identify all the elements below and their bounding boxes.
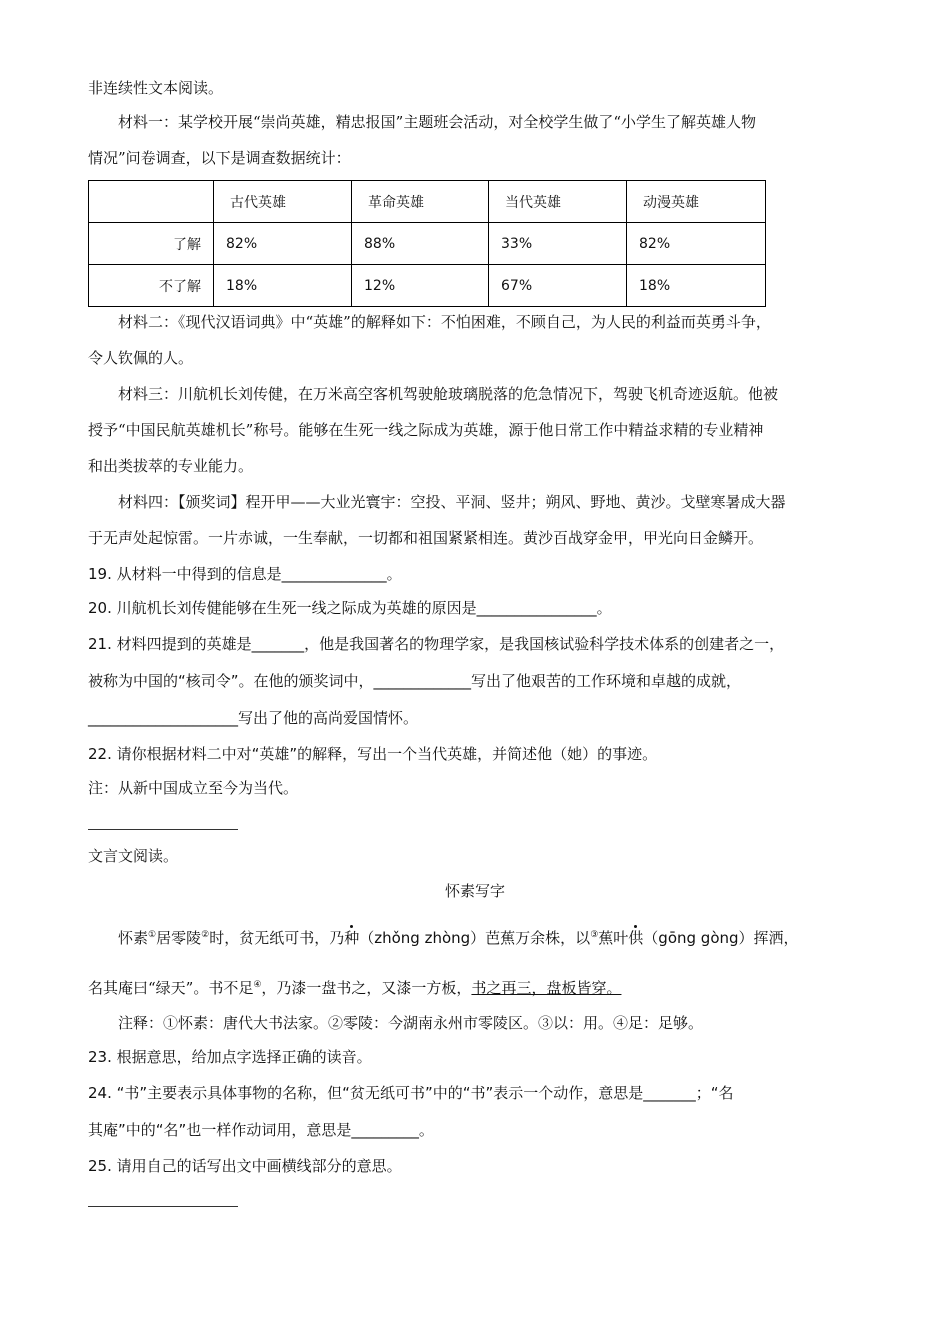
annotation: 注释：①怀素：唐代大书法家。②零陵：今湖南永州市零陵区。③以：用。④足：足够。 (118, 1014, 704, 1032)
question-21-line2: 被称为中国的“核司令”。在他的颁奖词中，_____________写出了他艰苦的工作环境和卓越的成就， (88, 672, 742, 690)
table-header-cell (89, 181, 214, 223)
dotted-character: 供 (628, 929, 644, 947)
underlined-sentence: 书之再三，盘板皆穿。 (471, 979, 622, 997)
passage-paragraph-1 (118, 928, 799, 948)
table-cell: 18% (627, 265, 766, 307)
question-25: 25. 请用自己的话写出文中画横线部分的意思。 (88, 1157, 402, 1175)
section-heading-classical: 文言文阅读。 (88, 847, 179, 865)
question-21-line3: ____________________写出了他的高尚爱国情怀。 (88, 709, 419, 727)
material3-line3: 和出类拔萃的专业能力。 (88, 457, 254, 475)
material1-line1: 材料一：某学校开展“崇尚英雄，精忠报国”主题班会活动，对全校学生做了“小学生了解英雄人物 (118, 113, 757, 131)
material4-line1: 材料四：【颁奖词】程开甲——大业光寰宇：空投、平洞、竖井；朔风、野地、黄沙。戈壁寒暑成大器 (118, 493, 786, 511)
table-cell: 82% (627, 223, 766, 265)
passage-text: 挥洒， (753, 929, 799, 947)
footnote-marker: ③ (590, 930, 599, 940)
table-header-cell: 当代英雄 (489, 181, 627, 223)
survey-table (88, 180, 766, 307)
table-header-cell: 革命英雄 (352, 181, 489, 223)
footnote-marker: ① (148, 930, 157, 940)
table-header-cell: 古代英雄 (214, 181, 352, 223)
footnote-marker: ② (201, 930, 210, 940)
material3-line1: 材料三：川航机长刘传健，在万米高空客机驾驶舱玻璃脱落的危急情况下，驾驶飞机奇迹返航。他被 (118, 385, 779, 403)
table-cell: 82% (214, 223, 352, 265)
table-row (89, 265, 766, 307)
question-24-line1: 24. “书”主要表示具体事物的名称，但“贫无纸可书”中的“书”表示一个动作，意思是_______；“名 (88, 1084, 734, 1102)
table-cell: 12% (352, 265, 489, 307)
material2-line1: 材料二：《现代汉语词典》中“英雄”的解释如下：不怕困难，不顾自己，为人民的利益而英勇斗争， (118, 313, 771, 331)
question-22-note: 注：从新中国成立至今为当代。 (88, 779, 299, 797)
table-cell: 67% (489, 265, 627, 307)
question-21-line1: 21. 材料四提到的英雄是_______，他是我国著名的物理学家，是我国核试验科学技术体系的创建者之一， (88, 635, 785, 653)
question-19: 19. 从材料一中得到的信息是______________。 (88, 565, 402, 583)
row-label: 了解 (89, 223, 214, 265)
table-cell: 33% (489, 223, 627, 265)
dotted-character: 种 (344, 929, 360, 947)
passage-text: ，乃漆一盘书之，又漆一方板， (261, 979, 472, 997)
question-20: 20. 川航机长刘传健能够在生死一线之际成为英雄的原因是________________。 (88, 599, 612, 617)
table-row (89, 223, 766, 265)
table-cell: 88% (352, 223, 489, 265)
passage-title: 怀素写字 (444, 882, 505, 900)
row-label: 不了解 (89, 265, 214, 307)
section-divider (88, 1206, 238, 1207)
section-divider (88, 829, 238, 830)
question-23: 23. 根据意思，给加点字选择正确的读音。 (88, 1048, 372, 1066)
passage-paragraph-2 (88, 978, 621, 998)
section-heading-nonlinear: 非连续性文本阅读。 (88, 79, 224, 97)
passage-text: 居零陵 (156, 929, 202, 947)
table-header-row (89, 181, 766, 223)
passage-text: 蕉叶 (598, 929, 629, 947)
question-24-line2: 其庵”中的“名”也一样作动词用，意思是_________。 (88, 1121, 434, 1139)
passage-text: 芭蕉万余株，以 (485, 929, 591, 947)
passage-text: 时，贫无纸可书，乃 (209, 929, 345, 947)
passage-text: 名其庵曰“绿天”。书不足 (88, 979, 254, 997)
footnote-marker: ④ (253, 980, 262, 990)
pinyin-options: （gōng gòng） (643, 929, 754, 947)
question-22: 22. 请你根据材料二中对“英雄”的解释，写出一个当代英雄，并简述他（她）的事迹。 (88, 745, 658, 763)
table-cell: 18% (214, 265, 352, 307)
material4-line2: 于无声处起惊雷。一片赤诚，一生奉献，一切都和祖国紧紧相连。黄沙百战穿金甲，甲光向日金鳞开。 (88, 529, 764, 547)
pinyin-options: （zhǒng zhòng） (359, 929, 486, 947)
material1-line2: 情况”问卷调查，以下是调查数据统计： (88, 149, 351, 167)
table-header-cell: 动漫英雄 (627, 181, 766, 223)
material2-line2: 令人钦佩的人。 (88, 349, 194, 367)
passage-text: 怀素 (118, 929, 149, 947)
material3-line2: 授予“中国民航英雄机长”称号。能够在生死一线之际成为英雄，源于他日常工作中精益求精的专业精神 (88, 421, 764, 439)
